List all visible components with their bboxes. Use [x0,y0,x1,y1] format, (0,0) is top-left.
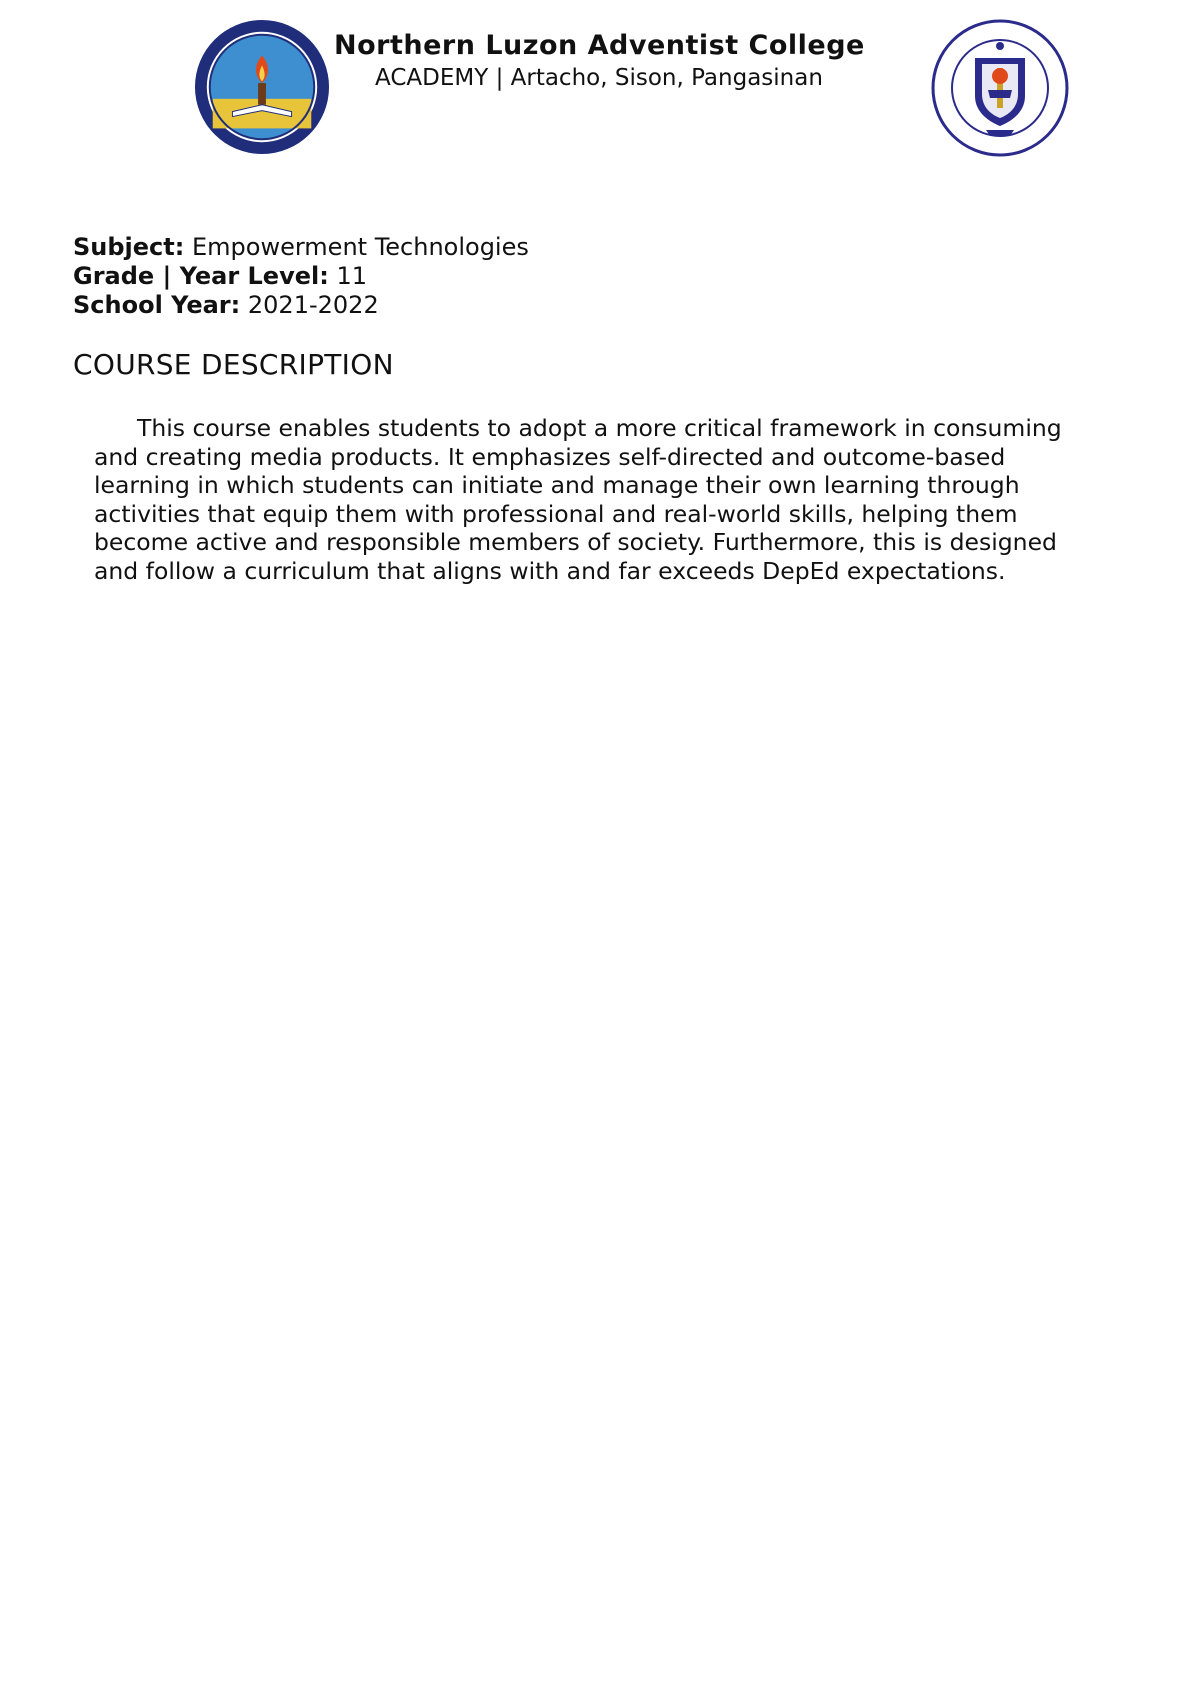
subject-line [73,233,529,262]
paragraph-line: This course enables students to adopt a more critical framework in consuming [137,414,1062,442]
school-year-value: 2021-2022 [247,291,379,319]
grade-label: Grade | Year Level: [73,262,329,290]
course-description-paragraph [94,414,1144,585]
subject-label: Subject: [73,233,185,261]
paragraph-line: activities that equip them with professional and real-world skills, helping them [94,499,1018,528]
school-year-line [73,291,529,320]
paragraph-line: become active and responsible members of society. Furthermore, this is designed [94,528,1057,556]
section-title: COURSE DESCRIPTION [73,348,394,381]
course-meta [73,233,529,320]
paragraph-line: learning in which students can initiate and manage their own learning through [94,471,1020,499]
document-header [0,0,1200,170]
grade-line [73,262,529,291]
paragraph-line: and creating media products. It emphasizes self-directed and outcome-based [94,442,1006,471]
school-year-label: School Year: [73,291,241,319]
college-name: Northern Luzon Adventist College [334,30,865,61]
subject-value: Empowerment Technologies [192,233,529,261]
grade-value: 11 [336,262,368,290]
school-seal-icon [193,18,331,156]
deped-seal-icon [930,18,1070,158]
paragraph-line: and follow a curriculum that aligns with and far exceeds DepEd expectations. [94,556,1006,585]
college-subtitle: ACADEMY | Artacho, Sison, Pangasinan [375,65,823,91]
